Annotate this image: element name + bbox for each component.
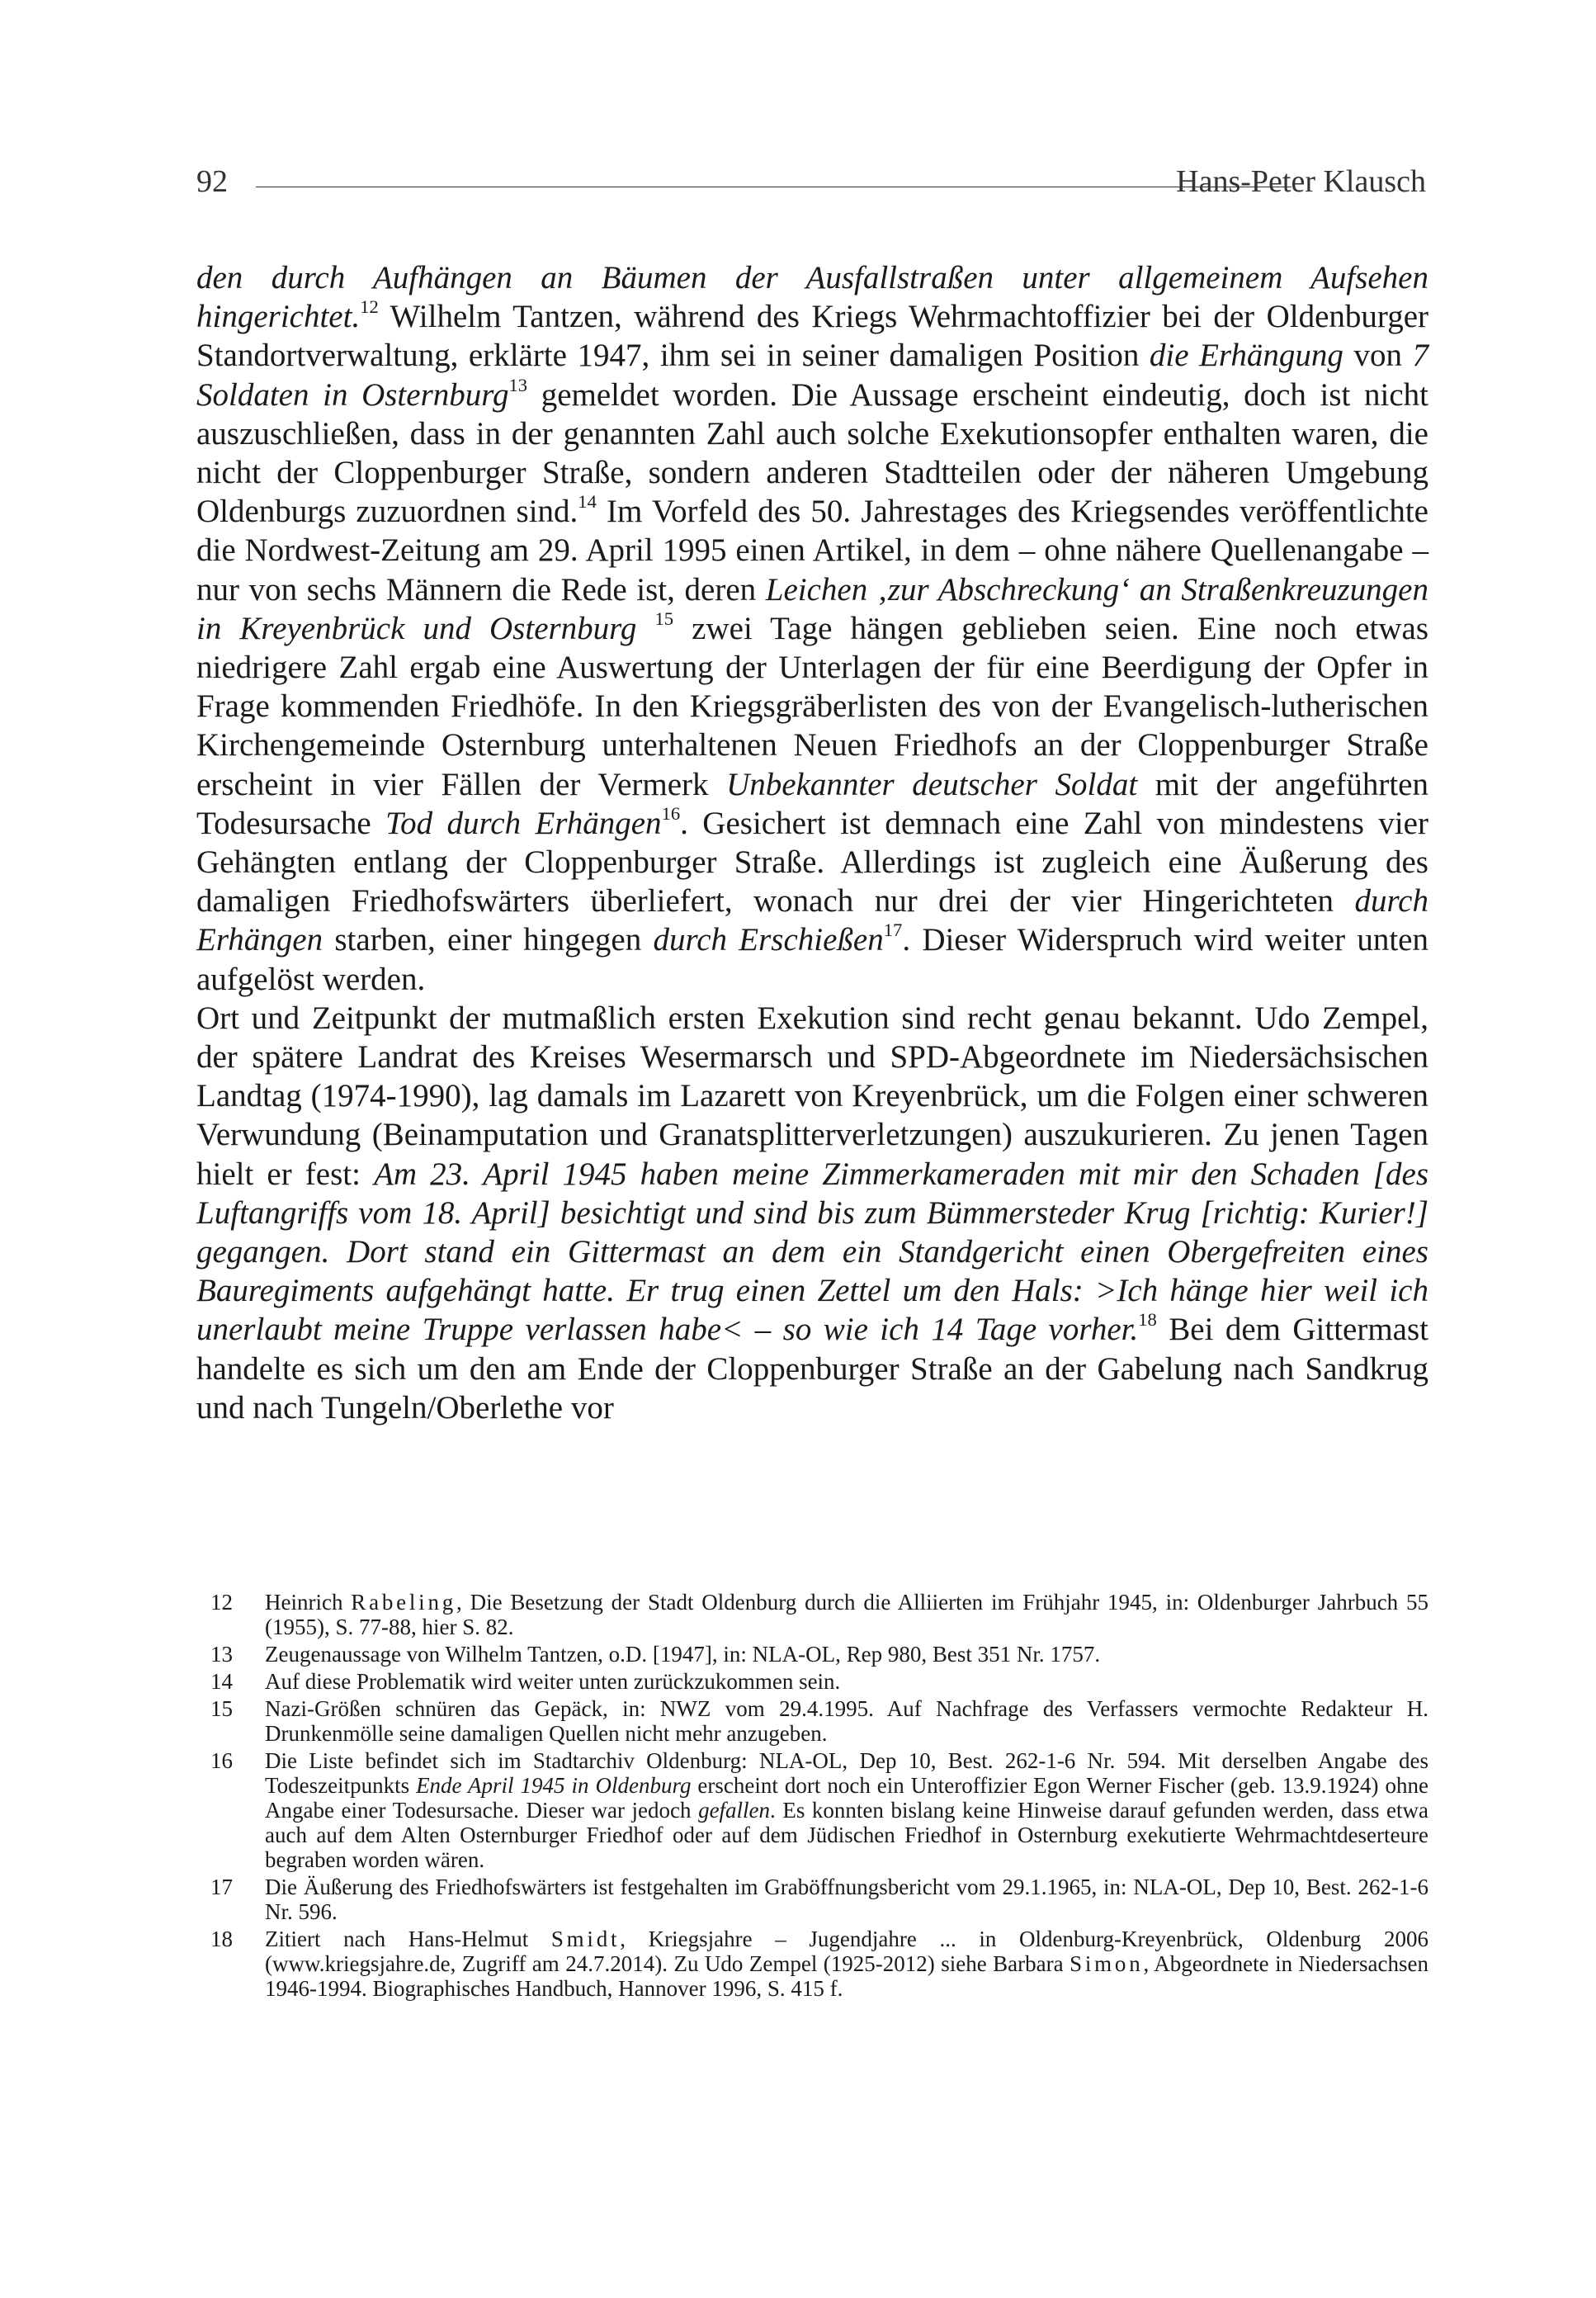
footnote-text <box>265 1875 1428 1924</box>
italic-text: Ende April 1945 in Oldenburg <box>416 1773 692 1798</box>
italic-text: Unbekannter deutscher Soldat <box>726 766 1138 802</box>
text-run: , Kriegsjahre – Jugendjahre ... in Oldenburg-Kreyenbrück, Oldenburg 2006 (www.kriegsjahre.de, Zugriff am 24.7.2014). Zu Udo Zempel (1925-2012) siehe Barbara <box>265 1927 1428 1976</box>
text-run: . Es konnten bislang keine Hinweise darauf gefunden werden, dass etwa auch auf dem Alten Osternburger Friedhof oder auf dem Jüdischen Friedhof in Osternburg exekutierte Wehrmachtdeserteure begraben worden wären. <box>265 1798 1428 1872</box>
text-run <box>636 611 654 646</box>
footnotes <box>210 1590 1428 2003</box>
text-run: . Gesichert ist demnach eine Zahl von mindestens vier Gehängten entlang der Cloppenburger Straße. Allerdings ist zugleich eine Äußerung des damaligen Friedhofswärters überliefert, wonach nur drei der vier Hingerichteten <box>196 805 1428 920</box>
italic-text: 7 Soldaten in Osternburg <box>196 338 1429 413</box>
footnote-text <box>265 1590 1428 1639</box>
footnote-number: 15 <box>210 1696 233 1721</box>
text-run: von <box>1343 338 1413 374</box>
footnote-number: 13 <box>210 1642 233 1667</box>
italic-text: Tod durch Erhängen <box>385 805 662 841</box>
footnote <box>210 1696 1428 1746</box>
footnote-number: 17 <box>210 1875 233 1899</box>
text-run: erscheint dort noch ein Unteroffizier Egon Werner Fischer (geb. 13.9.1924) ohne Angabe einer Todesursache. Dieser war jedoch <box>265 1773 1429 1823</box>
italic-text: die Erhängung <box>1149 338 1343 374</box>
italic-text: Am 23. April 1945 haben meine Zimmerkameraden mit mir den Schaden [des Luftangriffs vom 18. April] besichtigt und sind bis zum Bümmersteder Krug [richtig: Kurier!] gegangen. Dort stand ein Gittermast an dem ein Standgericht einen Obergefreiten eines Bauregiments aufgehängt hatte. Er trug einen Zettel um den Hals: >Ich hänge hier weil ich unerlaubt meine Truppe verlassen habe< – so wie ich 14 Tage vorher. <box>196 1156 1428 1348</box>
footnote-number: 16 <box>210 1748 233 1773</box>
footnote-number: 18 <box>210 1927 233 1951</box>
text-run: Auf diese Problematik wird weiter unten zurückzukommen sein. <box>265 1669 841 1694</box>
main-text <box>196 258 1428 1427</box>
footnote-number: 14 <box>210 1669 233 1694</box>
footnote <box>210 1590 1428 1639</box>
text-run: Heinrich <box>265 1590 352 1615</box>
text-run: Ort und Zeitpunkt der mutmaßlich ersten Exekution sind recht genau bekannt. Udo Zempel, der spätere Landrat des Kreises Wesermarsch und SPD-Abgeordnete im Niedersächsischen Landtag (1974-1990), lag damals im Lazarett von Kreyenbrück, um die Folgen einer schweren Verwundung (Beinamputation und Granatsplitterverletzungen) auszukurieren. Zu jenen Tagen hielt er fest: <box>196 1000 1428 1192</box>
text-run: zwei Tage hängen geblieben seien. Eine noch etwas niedrigere Zahl ergab eine Auswertung der Unterlagen der für eine Beerdigung der Opfer in Frage kommenden Friedhöfe. In den Kriegsgräberlisten des von der Evangelisch-lutherischen Kirchengemeinde Osternburg unterhaltenen Neuen Friedhofs an der Cloppenburger Straße erscheint in vier Fällen der Vermerk <box>196 610 1428 802</box>
italic-text: gefallen <box>698 1798 771 1823</box>
text-run: Die Äußerung des Friedhofswärters ist festgehalten im Graböffnungsbericht vom 29.1.1965, in: NLA-OL, Dep 10, Best. 262-1-6 Nr. 596. <box>265 1875 1428 1924</box>
text-run: Bei dem Gittermast handelte es sich um den am Ende der Cloppenburger Straße an der Gabelung nach Sandkrug und nach Tungeln/Oberlethe vor <box>196 1312 1428 1426</box>
paragraph <box>196 999 1428 1427</box>
italic-text: den durch Aufhängen an Bäumen der Ausfallstraßen unter allgemeinem Aufsehen hingerichtet. <box>196 260 1428 335</box>
footnote-ref: 14 <box>578 491 597 513</box>
footnote-ref: 17 <box>883 920 903 941</box>
text-run: Zeugenaussage von Wilhelm Tantzen, o.D. [1947], in: NLA-OL, Rep 980, Best 351 Nr. 1757. <box>265 1642 1101 1667</box>
text-run: Wilhelm Tantzen, während des Kriegs Wehrmachtoffizier bei der Oldenburger Standortverwaltung, erklärte 1947, ihm sei in seiner damaligen Position <box>196 299 1428 374</box>
text-run: Im Vorfeld des 50. Jahrestages des Kriegsendes veröffentlichte die Nordwest-Zeitung am 29. April 1995 einen Artikel, in dem – ohne nähere Quellenangabe – nur von sechs Männern die Rede ist, deren <box>196 494 1428 608</box>
footnote <box>210 1875 1428 1924</box>
footnote-ref: 16 <box>661 802 681 824</box>
italic-text: durch Erschießen <box>653 922 884 958</box>
footnote-ref: 15 <box>654 608 674 629</box>
footnote <box>210 1748 1428 1872</box>
paragraph <box>196 258 1428 999</box>
running-head-author: Hans-Peter Klausch <box>1176 164 1426 199</box>
footnote-ref: 12 <box>360 296 379 318</box>
footnote <box>210 1927 1428 2001</box>
text-run: Die Liste befindet sich im Stadtarchiv Oldenburg: NLA-OL, Dep 10, Best. 262-1-6 Nr. 594. Mit derselben Angabe des Todeszeitpunkts <box>265 1748 1428 1798</box>
text-run: starben, einer hingegen <box>323 922 654 958</box>
footnote-ref: 18 <box>1138 1309 1157 1331</box>
footnote-text <box>265 1696 1428 1746</box>
footnote-text <box>265 1927 1428 2001</box>
footnote-text <box>265 1642 1100 1667</box>
text-run: . Dieser Widerspruch wird weiter unten aufgelöst werden. <box>196 922 1428 997</box>
italic-text: durch Erhängen <box>196 883 1428 958</box>
italic-text: Leichen ‚zur Abschreckung‘ an Straßenkreuzungen in Kreyenbrück und Osternburg <box>196 571 1428 646</box>
author-surname: Simon <box>1070 1951 1144 1976</box>
footnote-text <box>265 1748 1428 1872</box>
footnote-text <box>265 1669 840 1694</box>
author-surname: Rabeling <box>351 1590 457 1615</box>
footnote-ref: 13 <box>508 374 528 395</box>
text-run: Nazi-Größen schnüren das Gepäck, in: NWZ vom 29.4.1995. Auf Nachfrage des Verfassers vermochte Redakteur H. Drunkenmölle seine damaligen Quellen nicht mehr anzugeben. <box>265 1696 1428 1746</box>
text-run: gemeldet worden. Die Aussage erscheint eindeutig, doch ist nicht auszuschließen, dass in der genannten Zahl auch solche Exekutionsopfer enthalten waren, die nicht der Cloppenburger Straße, sondern anderen Stadtteilen oder der näheren Umgebung Oldenburgs zuzuordnen sind. <box>196 376 1428 530</box>
text-run: , Die Besetzung der Stadt Oldenburg durch die Alliierten im Frühjahr 1945, in: Oldenburger Jahrbuch 55 (1955), S. 77-88, hier S. 82. <box>265 1590 1428 1639</box>
text-run: , Abgeordnete in Niedersachsen 1946-1994. Biographisches Handbuch, Hannover 1996, S. 415 f. <box>265 1951 1428 2001</box>
author-surname: Smidt <box>550 1927 621 1951</box>
text-run: mit der angeführten Todesursache <box>196 766 1428 841</box>
footnote-number: 12 <box>210 1590 233 1615</box>
text-run: Zitiert nach Hans-Helmut <box>265 1927 551 1951</box>
page-number: 92 <box>196 164 228 199</box>
page-header <box>196 163 1426 205</box>
footnote <box>210 1642 1428 1667</box>
footnote <box>210 1669 1428 1694</box>
